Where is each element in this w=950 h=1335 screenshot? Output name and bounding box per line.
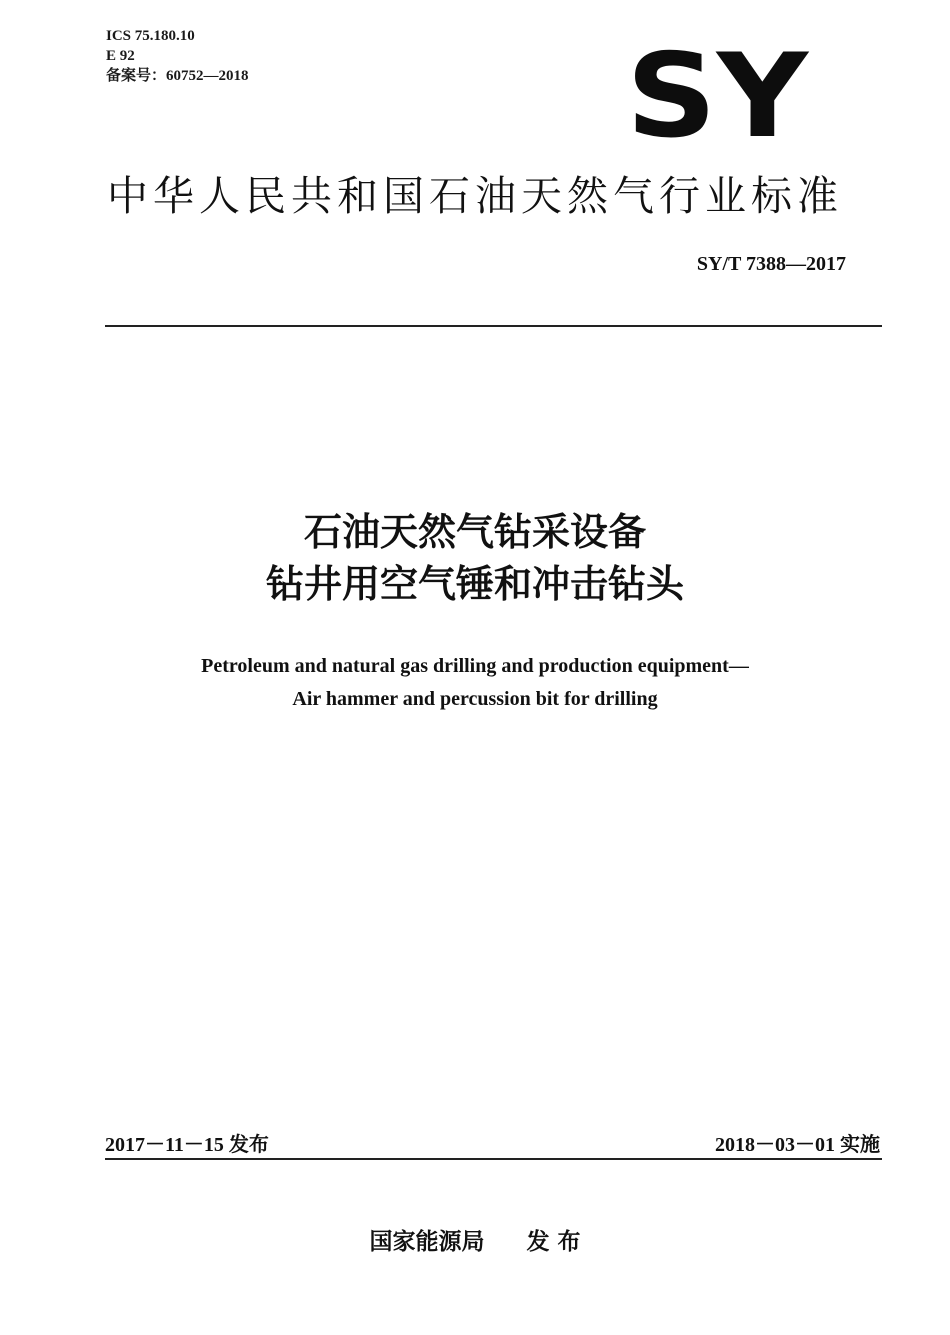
standard-number: SY/T 7388—2017 <box>696 253 846 275</box>
ics-code: ICS 75.180.10 <box>106 28 195 44</box>
publisher-line <box>0 1223 950 1256</box>
english-title-line-2: Air hammer and percussion bit for drilling <box>292 688 658 710</box>
publisher-name: 国家能源局 <box>369 1229 485 1255</box>
chinese-title-line-2: 钻井用空气锤和冲击钻头 <box>265 562 684 606</box>
industry-standard-title: 中华人民共和国石油天然气行业标准 <box>107 172 843 220</box>
filing-number: 备案号：60752—2018 <box>106 68 249 84</box>
issue-date: 2017－11－15 发布 <box>105 1134 269 1156</box>
bottom-divider <box>105 1158 882 1160</box>
chinese-title-line-1: 石油天然气钻采设备 <box>303 510 646 554</box>
logo-text: SY <box>626 40 811 140</box>
classification-code: E 92 <box>106 48 135 64</box>
header-meta <box>106 26 249 86</box>
english-title <box>0 650 950 716</box>
chinese-title <box>0 506 950 610</box>
effective-date: 2018－03－01 实施 <box>715 1134 880 1156</box>
english-title-line-1: Petroleum and natural gas drilling and production equipment— <box>201 655 749 677</box>
publisher-action: 发 布 <box>526 1229 581 1255</box>
top-divider <box>105 325 882 327</box>
sy-logo <box>622 40 812 140</box>
